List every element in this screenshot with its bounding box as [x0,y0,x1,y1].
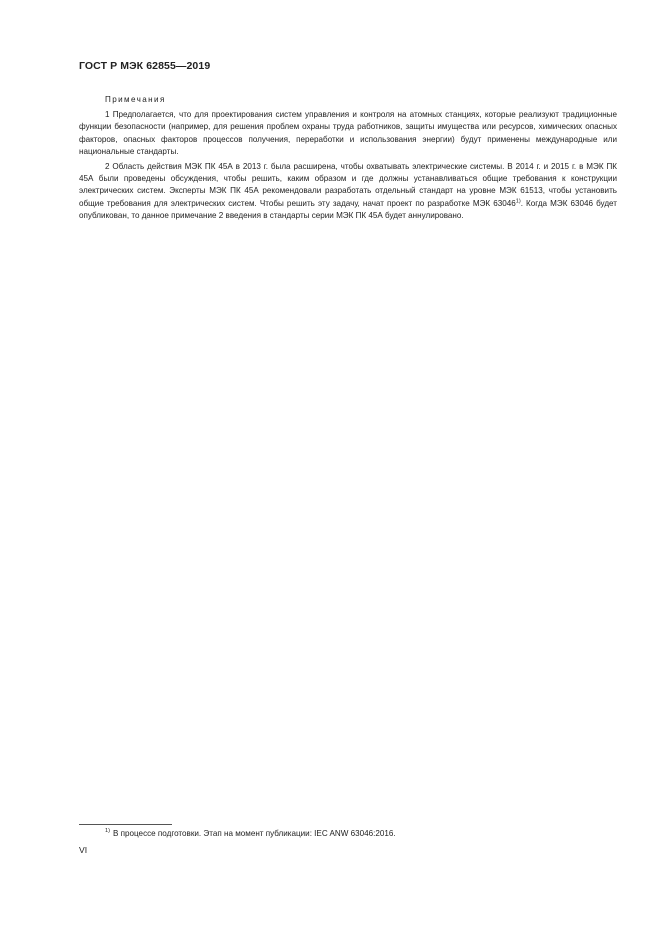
footnote-text: В процессе подготовки. Этап на момент публикации: IEC ANW 63046:2016. [112,829,396,838]
footnote [105,828,396,839]
footnote-divider [79,824,172,825]
note-2-text-part2: . Когда МЭК 63046 будет опубликован, то данное примечание 2 введения в стандарты серии МЭК ПК 45А будет аннулировано. [79,198,617,220]
footnote-marker: 1) [105,828,110,835]
note-2-text-part1: 2 Область действия МЭК ПК 45А в 2013 г. была расширена, чтобы охватывать электрические системы. В 2014 г. и 2015 г. в МЭК ПК 45А были проведены обсуждения, чтобы решить, каким образом и где должны устанавливаться общие требования к конструкции электрических систем. Эксперты МЭК ПК 45А рекомендовали разработать отдельный стандарт на уровне МЭК 61513, чтобы установить общие требования для электрических систем. Чтобы решить эту задачу, начат проект по разработке МЭК 63046 [79,162,617,208]
notes-title: Примечания [105,95,166,104]
notes-section [79,94,617,225]
document-header-code: ГОСТ Р МЭК 62855—2019 [79,60,211,72]
note-2 [79,161,617,222]
page-number: VI [79,845,88,855]
footnote-reference: 1) [515,197,521,204]
note-1: 1 Предполагается, что для проектирования систем управления и контроля на атомных станциях, которые реализуют традиционные функции безопасности (например, для решения проблем охраны труда работников, защиты имущества или ресурсов, химических опасных факторов, опасных факторов процессов получения, переработки и использования энергии) будут применены международные или национальные стандарты. [79,110,617,156]
